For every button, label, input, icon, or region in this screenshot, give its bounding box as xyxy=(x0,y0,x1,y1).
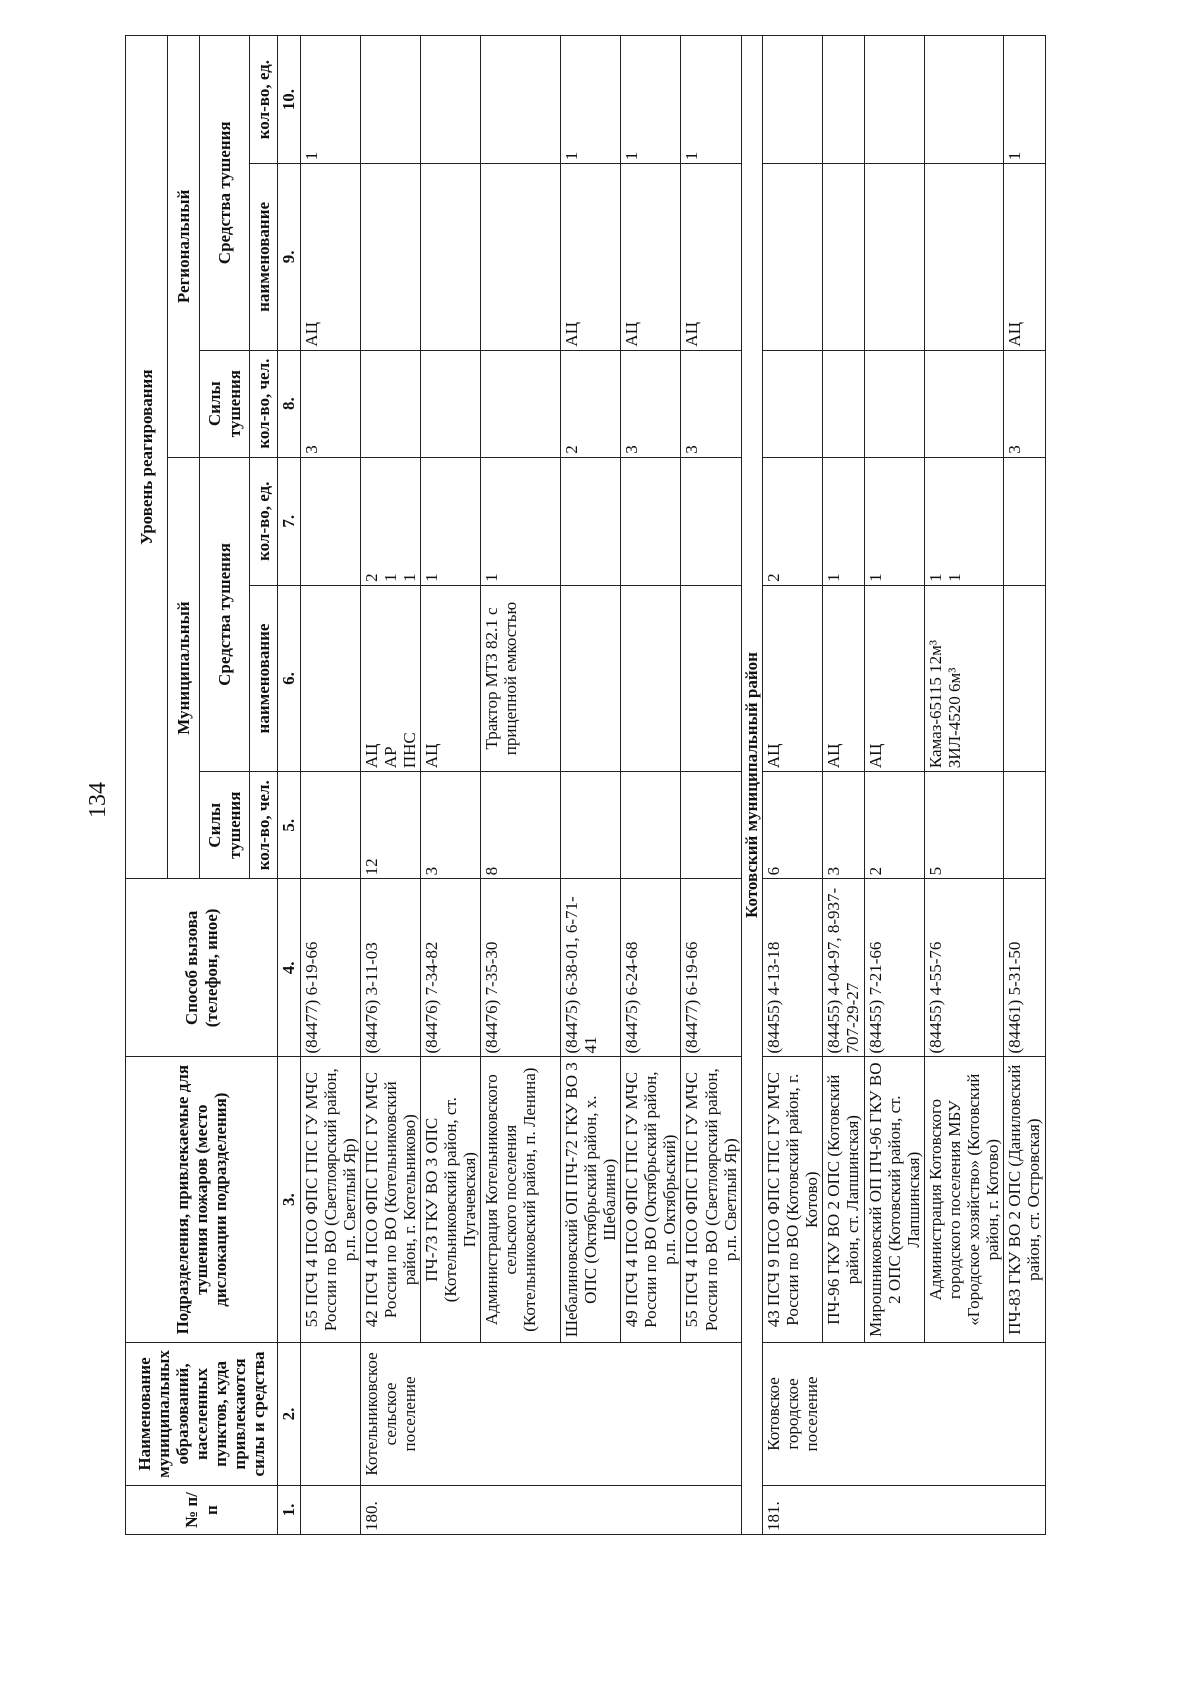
regional-people: 3 xyxy=(681,350,741,457)
header-no: № п/п xyxy=(126,1486,278,1535)
regional-people xyxy=(762,350,822,457)
unit-name: ПЧ-96 ГКУ ВО 2 ОПС (Котовский район, ст. Лапшинская) xyxy=(822,1057,864,1342)
regional-means: АЦ xyxy=(301,164,361,350)
regional-people xyxy=(421,350,481,457)
regional-people: 3 xyxy=(301,350,361,457)
municipal-means: АЦ АР ПНС xyxy=(361,585,421,771)
regional-means xyxy=(421,164,481,350)
regional-means xyxy=(924,164,1003,350)
table-row xyxy=(361,36,421,1535)
regional-means xyxy=(864,164,924,350)
forces-table xyxy=(125,35,1046,1535)
regional-qty: 1 xyxy=(561,36,621,164)
regional-qty: 1 xyxy=(301,36,361,164)
regional-people: 3 xyxy=(621,350,681,457)
call-method: (84477) 6-19-66 xyxy=(681,879,741,1057)
regional-qty xyxy=(924,36,1003,164)
municipal-means xyxy=(561,585,621,771)
regional-people xyxy=(481,350,561,457)
municipal-qty: 1 xyxy=(421,457,481,585)
regional-qty xyxy=(762,36,822,164)
rotated-table-container xyxy=(125,35,1175,1535)
header-units: Подразделения, привлекаемые для тушения пожаров (место дислокации подразделения) xyxy=(126,1057,278,1342)
regional-means xyxy=(762,164,822,350)
municipal-qty xyxy=(561,457,621,585)
header-qty-people: кол-во, чел. xyxy=(250,772,278,879)
municipal-people xyxy=(621,772,681,879)
regional-qty xyxy=(864,36,924,164)
table-row xyxy=(924,36,1003,1535)
call-method: (84476) 3-11-03 xyxy=(361,879,421,1057)
municipal-people xyxy=(301,772,361,879)
table-row xyxy=(681,36,741,1535)
header-municipality: Наименование муниципальных образований, населенных пунктов, куда привлекаются силы и средства xyxy=(126,1342,278,1485)
header-name: наименование xyxy=(250,585,278,771)
regional-qty xyxy=(481,36,561,164)
municipal-qty xyxy=(301,457,361,585)
table-row xyxy=(301,36,361,1535)
row-number: 181. xyxy=(762,1486,1045,1535)
header-name: наименование xyxy=(250,164,278,350)
column-number: 3. xyxy=(278,1057,301,1342)
municipal-people: 3 xyxy=(421,772,481,879)
table-row xyxy=(762,36,822,1535)
call-method: (84455) 4-04-97, 8-937-707-29-27 xyxy=(822,879,864,1057)
regional-means: АЦ xyxy=(561,164,621,350)
unit-name: 55 ПСЧ 4 ПСО ФПС ГПС ГУ МЧС России по ВО (Светлоярский район, р.п. Светлый Яр) xyxy=(301,1057,361,1342)
municipal-qty: 2 1 1 xyxy=(361,457,421,585)
municipal-people: 5 xyxy=(924,772,1003,879)
column-number: 2. xyxy=(278,1342,301,1485)
column-number: 8. xyxy=(278,350,301,457)
municipal-people: 2 xyxy=(864,772,924,879)
table-row xyxy=(621,36,681,1535)
call-method: (84476) 7-34-82 xyxy=(421,879,481,1057)
header-forces-municipal: Силы тушения xyxy=(200,772,250,879)
municipal-qty: 2 xyxy=(762,457,822,585)
regional-people xyxy=(924,350,1003,457)
municipal-means: Камаз-65115 12м³ ЗИЛ-4520 6м³ xyxy=(924,585,1003,771)
call-method: (84475) 6-38-01, 6-71-41 xyxy=(561,879,621,1057)
row-number: 180. xyxy=(361,1486,741,1535)
column-number: 6. xyxy=(278,585,301,771)
call-method: (84461) 5-31-50 xyxy=(1003,879,1045,1057)
table-row xyxy=(561,36,621,1535)
column-number: 9. xyxy=(278,164,301,350)
header-regional: Региональный xyxy=(168,36,200,458)
table-row xyxy=(1003,36,1045,1535)
municipality-name: Котельниковское сельское поселение xyxy=(361,1342,741,1485)
header-municipal: Муниципальный xyxy=(168,457,200,879)
unit-name: 43 ПСЧ 9 ПСО ФПС ГПС ГУ МЧС России по ВО (Котовский район, г. Котово) xyxy=(762,1057,822,1342)
regional-means: АЦ xyxy=(621,164,681,350)
header-qty-units: кол-во, ед. xyxy=(250,457,278,585)
unit-name: 55 ПСЧ 4 ПСО ФПС ГПС ГУ МЧС России по ВО (Светлоярский район, р.п. Светлый Яр) xyxy=(681,1057,741,1342)
regional-people: 3 xyxy=(1003,350,1045,457)
municipal-qty xyxy=(1003,457,1045,585)
regional-qty xyxy=(361,36,421,164)
regional-qty xyxy=(421,36,481,164)
call-method: (84476) 7-35-30 xyxy=(481,879,561,1057)
header-qty-people: кол-во, чел. xyxy=(250,350,278,457)
unit-name: 49 ПСЧ 4 ПСО ФПС ГПС ГУ МЧС России по ВО (Октябрьский район, р.п. Октябрьский) xyxy=(621,1057,681,1342)
regional-qty: 1 xyxy=(681,36,741,164)
column-number: 5. xyxy=(278,772,301,879)
municipal-means xyxy=(621,585,681,771)
municipality-name: Котовское городское поселение xyxy=(762,1342,1045,1485)
call-method: (84477) 6-19-66 xyxy=(301,879,361,1057)
row-number xyxy=(301,1486,361,1535)
regional-means xyxy=(361,164,421,350)
table-row xyxy=(421,36,481,1535)
section-title: Котовский муниципальный район xyxy=(741,36,762,1535)
regional-people xyxy=(361,350,421,457)
regional-means xyxy=(822,164,864,350)
header-forces-regional: Силы тушения xyxy=(200,350,250,457)
regional-means: АЦ xyxy=(681,164,741,350)
page-number: 134 xyxy=(85,782,111,818)
unit-name: Администрация Котельниковского сельского поселения (Котельниковский район, п. Ленина) xyxy=(481,1057,561,1342)
municipal-qty xyxy=(621,457,681,585)
municipal-means: АЦ xyxy=(864,585,924,771)
municipal-people xyxy=(681,772,741,879)
municipal-means: Трактор МТЗ 82.1 с прицепной емкостью xyxy=(481,585,561,771)
column-number: 4. xyxy=(278,879,301,1057)
unit-name: Администрация Котовского городского поселения МБУ «Городское хозяйство» (Котовский район, г. Котово) xyxy=(924,1057,1003,1342)
municipal-qty: 1 xyxy=(481,457,561,585)
municipal-people xyxy=(1003,772,1045,879)
call-method: (84475) 6-24-68 xyxy=(621,879,681,1057)
call-method: (84455) 4-13-18 xyxy=(762,879,822,1057)
regional-people xyxy=(864,350,924,457)
municipal-people: 6 xyxy=(762,772,822,879)
column-number: 10. xyxy=(278,36,301,164)
municipal-means: АЦ xyxy=(762,585,822,771)
regional-means xyxy=(481,164,561,350)
regional-people: 2 xyxy=(561,350,621,457)
municipal-qty: 1 1 xyxy=(924,457,1003,585)
unit-name: ПЧ-73 ГКУ ВО 3 ОПС (Котельниковский район, ст. Пугачевская) xyxy=(421,1057,481,1342)
regional-qty: 1 xyxy=(1003,36,1045,164)
unit-name: Мирошниковский ОП ПЧ-96 ГКУ ВО 2 ОПС (Котовский район, ст. Лапшинская) xyxy=(864,1057,924,1342)
section-row xyxy=(741,36,762,1535)
column-number: 1. xyxy=(278,1486,301,1535)
header-qty-units: кол-во, ед. xyxy=(250,36,278,164)
unit-name: ПЧ-83 ГКУ ВО 2 ОПС (Даниловский район, ст. Островская) xyxy=(1003,1057,1045,1342)
regional-means: АЦ xyxy=(1003,164,1045,350)
regional-people xyxy=(822,350,864,457)
table-row xyxy=(481,36,561,1535)
table-row xyxy=(864,36,924,1535)
regional-qty xyxy=(822,36,864,164)
header-means-municipal: Средства тушения xyxy=(200,457,250,771)
table-row xyxy=(822,36,864,1535)
municipal-means: АЦ xyxy=(421,585,481,771)
municipal-qty xyxy=(681,457,741,585)
municipal-means xyxy=(301,585,361,771)
municipal-means: АЦ xyxy=(822,585,864,771)
municipal-people: 8 xyxy=(481,772,561,879)
municipal-people: 12 xyxy=(361,772,421,879)
municipal-qty: 1 xyxy=(822,457,864,585)
municipal-qty: 1 xyxy=(864,457,924,585)
header-response-level: Уровень реагирования xyxy=(126,36,168,879)
municipal-people: 3 xyxy=(822,772,864,879)
municipal-means xyxy=(681,585,741,771)
municipality-name xyxy=(301,1342,361,1485)
unit-name: Шебалиновский ОП ПЧ-72 ГКУ ВО 3 ОПС (Октябрьский район, х. Шебалино) xyxy=(561,1057,621,1342)
call-method: (84455) 4-55-76 xyxy=(924,879,1003,1057)
regional-qty: 1 xyxy=(621,36,681,164)
unit-name: 42 ПСЧ 4 ПСО ФПС ГПС ГУ МЧС России по ВО (Котельниковский район, г. Котельниково) xyxy=(361,1057,421,1342)
column-number: 7. xyxy=(278,457,301,585)
header-means-regional: Средства тушения xyxy=(200,36,250,351)
call-method: (84455) 7-21-66 xyxy=(864,879,924,1057)
header-call-method: Способ вызова (телефон, иное) xyxy=(126,879,278,1057)
municipal-means xyxy=(1003,585,1045,771)
municipal-people xyxy=(561,772,621,879)
